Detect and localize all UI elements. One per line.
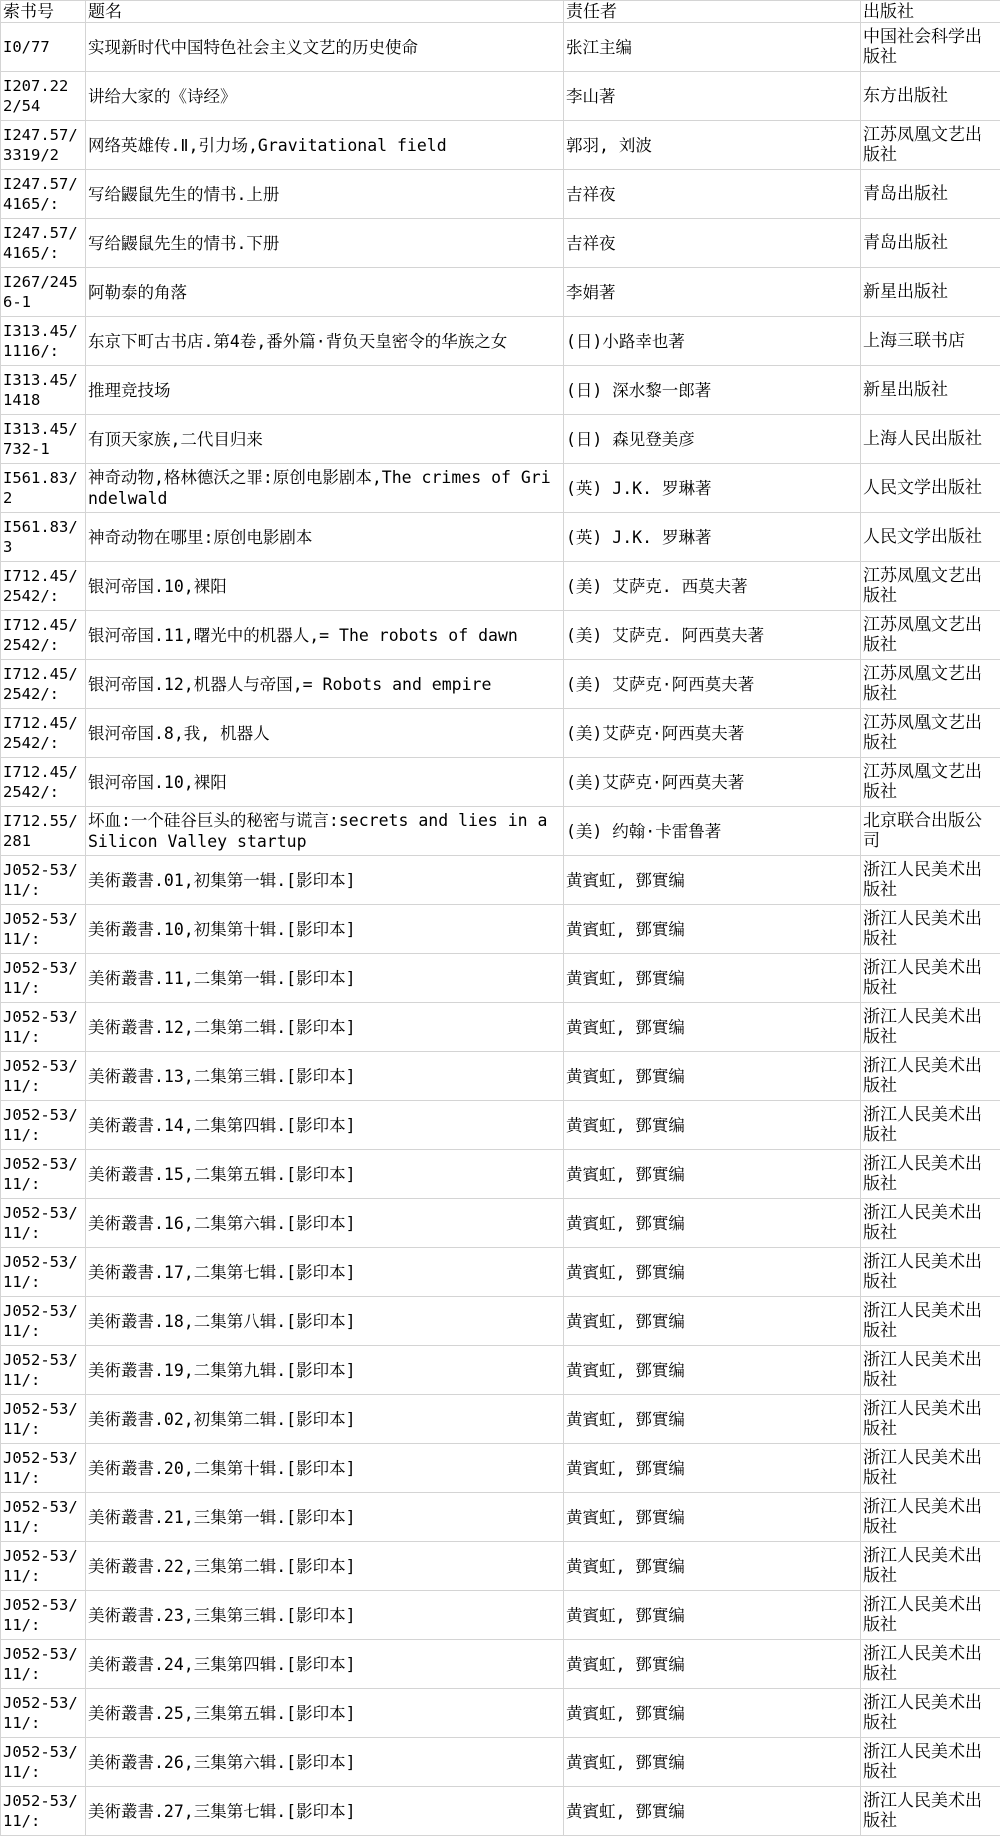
table-row bbox=[1, 415, 1000, 464]
cell-title: 美術叢書.17,二集第七辑.[影印本] bbox=[86, 1248, 564, 1297]
table-header bbox=[1, 1, 1000, 23]
header-title: 题名 bbox=[86, 1, 564, 23]
cell-call-number: I712.45/2542/: bbox=[1, 660, 86, 709]
cell-call-number: J052-53/11/: bbox=[1, 1787, 86, 1836]
header-row bbox=[1, 1, 1000, 23]
table-row bbox=[1, 1150, 1000, 1199]
table-row bbox=[1, 1052, 1000, 1101]
cell-title: 美術叢書.14,二集第四辑.[影印本] bbox=[86, 1101, 564, 1150]
cell-author: (美) 艾萨克. 西莫夫著 bbox=[564, 562, 861, 611]
cell-call-number: I712.45/2542/: bbox=[1, 611, 86, 660]
table-row bbox=[1, 121, 1000, 170]
cell-author: 黄賓虹, 鄧實编 bbox=[564, 1052, 861, 1101]
cell-title: 美術叢書.26,三集第六辑.[影印本] bbox=[86, 1738, 564, 1787]
cell-author: (美) 艾萨克·阿西莫夫著 bbox=[564, 660, 861, 709]
cell-author: 黄賓虹, 鄧實编 bbox=[564, 1444, 861, 1493]
cell-publisher: 人民文学出版社 bbox=[861, 513, 1000, 562]
cell-call-number: J052-53/11/: bbox=[1, 1640, 86, 1689]
cell-author: 黄賓虹, 鄧實编 bbox=[564, 1787, 861, 1836]
cell-author: 黄賓虹, 鄧實编 bbox=[564, 1395, 861, 1444]
cell-author: 黄賓虹, 鄧實编 bbox=[564, 1297, 861, 1346]
cell-author: (英) J.K. 罗琳著 bbox=[564, 513, 861, 562]
cell-author: 黄賓虹, 鄧實编 bbox=[564, 1689, 861, 1738]
cell-title: 美術叢書.23,三集第三辑.[影印本] bbox=[86, 1591, 564, 1640]
header-author: 责任者 bbox=[564, 1, 861, 23]
cell-title: 阿勒泰的角落 bbox=[86, 268, 564, 317]
cell-author: (美) 艾萨克. 阿西莫夫著 bbox=[564, 611, 861, 660]
table-row bbox=[1, 1248, 1000, 1297]
cell-author: 黄賓虹, 鄧實编 bbox=[564, 954, 861, 1003]
cell-author: 黄賓虹, 鄧實编 bbox=[564, 1493, 861, 1542]
table-row bbox=[1, 562, 1000, 611]
cell-author: 黄賓虹, 鄧實编 bbox=[564, 1199, 861, 1248]
cell-call-number: J052-53/11/: bbox=[1, 1542, 86, 1591]
header-publisher: 出版社 bbox=[861, 1, 1000, 23]
table-row bbox=[1, 1297, 1000, 1346]
cell-title: 美術叢書.27,三集第七辑.[影印本] bbox=[86, 1787, 564, 1836]
cell-publisher: 青岛出版社 bbox=[861, 170, 1000, 219]
cell-author: 黄賓虹, 鄧實编 bbox=[564, 1150, 861, 1199]
table-row bbox=[1, 1542, 1000, 1591]
cell-publisher: 浙江人民美术出版社 bbox=[861, 905, 1000, 954]
cell-title: 坏血:一个硅谷巨头的秘密与谎言:secrets and lies in a Silicon Valley startup bbox=[86, 807, 564, 856]
cell-publisher: 北京联合出版公司 bbox=[861, 807, 1000, 856]
cell-call-number: I207.222/54 bbox=[1, 72, 86, 121]
cell-call-number: J052-53/11/: bbox=[1, 1395, 86, 1444]
cell-publisher: 浙江人民美术出版社 bbox=[861, 954, 1000, 1003]
table-row bbox=[1, 856, 1000, 905]
table-row bbox=[1, 1003, 1000, 1052]
cell-call-number: J052-53/11/: bbox=[1, 954, 86, 1003]
cell-author: (美)艾萨克·阿西莫夫著 bbox=[564, 758, 861, 807]
cell-call-number: J052-53/11/: bbox=[1, 1346, 86, 1395]
table-row bbox=[1, 1689, 1000, 1738]
cell-author: 黄賓虹, 鄧實编 bbox=[564, 1640, 861, 1689]
table-row bbox=[1, 807, 1000, 856]
cell-publisher: 江苏凤凰文艺出版社 bbox=[861, 121, 1000, 170]
table-body bbox=[1, 23, 1000, 1836]
cell-author: 黄賓虹, 鄧實编 bbox=[564, 1346, 861, 1395]
cell-call-number: I0/77 bbox=[1, 23, 86, 72]
cell-author: 黄賓虹, 鄧實编 bbox=[564, 1003, 861, 1052]
cell-publisher: 人民文学出版社 bbox=[861, 464, 1000, 513]
cell-author: 李娟著 bbox=[564, 268, 861, 317]
cell-title: 美術叢書.11,二集第一辑.[影印本] bbox=[86, 954, 564, 1003]
cell-call-number: J052-53/11/: bbox=[1, 1689, 86, 1738]
cell-title: 东京下町古书店.第4卷,番外篇·背负天皇密令的华族之女 bbox=[86, 317, 564, 366]
table-row bbox=[1, 268, 1000, 317]
cell-title: 美術叢書.01,初集第一辑.[影印本] bbox=[86, 856, 564, 905]
cell-call-number: I561.83/3 bbox=[1, 513, 86, 562]
cell-title: 写给鼹鼠先生的情书.下册 bbox=[86, 219, 564, 268]
cell-title: 美術叢書.25,三集第五辑.[影印本] bbox=[86, 1689, 564, 1738]
cell-publisher: 浙江人民美术出版社 bbox=[861, 1150, 1000, 1199]
table-row bbox=[1, 905, 1000, 954]
cell-call-number: I712.45/2542/: bbox=[1, 562, 86, 611]
cell-publisher: 浙江人民美术出版社 bbox=[861, 1444, 1000, 1493]
cell-title: 有顶天家族,二代目归来 bbox=[86, 415, 564, 464]
cell-title: 美術叢書.10,初集第十辑.[影印本] bbox=[86, 905, 564, 954]
table-row bbox=[1, 72, 1000, 121]
cell-publisher: 浙江人民美术出版社 bbox=[861, 1199, 1000, 1248]
table-row bbox=[1, 1787, 1000, 1836]
cell-publisher: 浙江人民美术出版社 bbox=[861, 1493, 1000, 1542]
cell-publisher: 浙江人民美术出版社 bbox=[861, 1346, 1000, 1395]
cell-call-number: I313.45/732-1 bbox=[1, 415, 86, 464]
cell-publisher: 江苏凤凰文艺出版社 bbox=[861, 562, 1000, 611]
table-row bbox=[1, 1591, 1000, 1640]
table-row bbox=[1, 1738, 1000, 1787]
cell-call-number: I313.45/1418 bbox=[1, 366, 86, 415]
table-row bbox=[1, 1395, 1000, 1444]
cell-publisher: 浙江人民美术出版社 bbox=[861, 1297, 1000, 1346]
cell-call-number: I247.57/4165/: bbox=[1, 219, 86, 268]
cell-call-number: J052-53/11/: bbox=[1, 1101, 86, 1150]
cell-title: 讲给大家的《诗经》 bbox=[86, 72, 564, 121]
table-row bbox=[1, 23, 1000, 72]
cell-title: 银河帝国.10,裸阳 bbox=[86, 562, 564, 611]
cell-call-number: J052-53/11/: bbox=[1, 1493, 86, 1542]
cell-publisher: 浙江人民美术出版社 bbox=[861, 1248, 1000, 1297]
header-call-number: 索书号 bbox=[1, 1, 86, 23]
cell-call-number: J052-53/11/: bbox=[1, 1199, 86, 1248]
cell-author: 黄賓虹, 鄧實编 bbox=[564, 1101, 861, 1150]
cell-author: 郭羽, 刘波 bbox=[564, 121, 861, 170]
cell-title: 银河帝国.11,曙光中的机器人,= The robots of dawn bbox=[86, 611, 564, 660]
cell-title: 银河帝国.10,裸阳 bbox=[86, 758, 564, 807]
cell-publisher: 江苏凤凰文艺出版社 bbox=[861, 611, 1000, 660]
cell-publisher: 江苏凤凰文艺出版社 bbox=[861, 709, 1000, 758]
cell-title: 美術叢書.16,二集第六辑.[影印本] bbox=[86, 1199, 564, 1248]
table-row bbox=[1, 660, 1000, 709]
cell-author: (日) 森见登美彦 bbox=[564, 415, 861, 464]
table-row bbox=[1, 464, 1000, 513]
cell-title: 网络英雄传.Ⅱ,引力场,Gravitational field bbox=[86, 121, 564, 170]
cell-title: 美術叢書.22,三集第二辑.[影印本] bbox=[86, 1542, 564, 1591]
cell-call-number: J052-53/11/: bbox=[1, 1738, 86, 1787]
cell-author: (英) J.K. 罗琳著 bbox=[564, 464, 861, 513]
cell-author: (日) 深水黎一郎著 bbox=[564, 366, 861, 415]
cell-title: 美術叢書.19,二集第九辑.[影印本] bbox=[86, 1346, 564, 1395]
cell-call-number: J052-53/11/: bbox=[1, 905, 86, 954]
table-row bbox=[1, 317, 1000, 366]
cell-call-number: I712.45/2542/: bbox=[1, 758, 86, 807]
cell-title: 美術叢書.20,二集第十辑.[影印本] bbox=[86, 1444, 564, 1493]
cell-publisher: 浙江人民美术出版社 bbox=[861, 1542, 1000, 1591]
cell-author: (美)艾萨克·阿西莫夫著 bbox=[564, 709, 861, 758]
table-row bbox=[1, 611, 1000, 660]
cell-publisher: 江苏凤凰文艺出版社 bbox=[861, 758, 1000, 807]
cell-title: 神奇动物在哪里:原创电影剧本 bbox=[86, 513, 564, 562]
cell-title: 美術叢書.24,三集第四辑.[影印本] bbox=[86, 1640, 564, 1689]
cell-call-number: J052-53/11/: bbox=[1, 1297, 86, 1346]
table-row bbox=[1, 1199, 1000, 1248]
cell-title: 美術叢書.18,二集第八辑.[影印本] bbox=[86, 1297, 564, 1346]
cell-call-number: I313.45/1116/: bbox=[1, 317, 86, 366]
cell-title: 美術叢書.02,初集第二辑.[影印本] bbox=[86, 1395, 564, 1444]
cell-publisher: 青岛出版社 bbox=[861, 219, 1000, 268]
cell-call-number: J052-53/11/: bbox=[1, 1591, 86, 1640]
cell-publisher: 浙江人民美术出版社 bbox=[861, 1787, 1000, 1836]
cell-publisher: 江苏凤凰文艺出版社 bbox=[861, 660, 1000, 709]
cell-title: 美術叢書.12,二集第二辑.[影印本] bbox=[86, 1003, 564, 1052]
table-row bbox=[1, 219, 1000, 268]
cell-call-number: I267/2456-1 bbox=[1, 268, 86, 317]
cell-author: (美) 约翰·卡雷鲁著 bbox=[564, 807, 861, 856]
cell-publisher: 新星出版社 bbox=[861, 268, 1000, 317]
table-row bbox=[1, 1640, 1000, 1689]
cell-publisher: 新星出版社 bbox=[861, 366, 1000, 415]
cell-call-number: I247.57/3319/2 bbox=[1, 121, 86, 170]
cell-author: 黄賓虹, 鄧實编 bbox=[564, 1248, 861, 1297]
cell-publisher: 浙江人民美术出版社 bbox=[861, 1640, 1000, 1689]
cell-publisher: 浙江人民美术出版社 bbox=[861, 856, 1000, 905]
cell-call-number: I561.83/2 bbox=[1, 464, 86, 513]
cell-call-number: J052-53/11/: bbox=[1, 1150, 86, 1199]
table-row bbox=[1, 709, 1000, 758]
cell-author: 吉祥夜 bbox=[564, 219, 861, 268]
table-row bbox=[1, 1493, 1000, 1542]
cell-author: 黄賓虹, 鄧實编 bbox=[564, 1542, 861, 1591]
cell-publisher: 浙江人民美术出版社 bbox=[861, 1003, 1000, 1052]
table-row bbox=[1, 954, 1000, 1003]
cell-author: 黄賓虹, 鄧實编 bbox=[564, 1591, 861, 1640]
cell-title: 美術叢書.13,二集第三辑.[影印本] bbox=[86, 1052, 564, 1101]
cell-call-number: J052-53/11/: bbox=[1, 1052, 86, 1101]
cell-title: 美術叢書.21,三集第一辑.[影印本] bbox=[86, 1493, 564, 1542]
cell-call-number: J052-53/11/: bbox=[1, 856, 86, 905]
cell-call-number: J052-53/11/: bbox=[1, 1444, 86, 1493]
cell-author: 吉祥夜 bbox=[564, 170, 861, 219]
table-row bbox=[1, 758, 1000, 807]
table-row bbox=[1, 366, 1000, 415]
cell-publisher: 东方出版社 bbox=[861, 72, 1000, 121]
table-row bbox=[1, 1444, 1000, 1493]
cell-author: 黄賓虹, 鄧實编 bbox=[564, 905, 861, 954]
table-row bbox=[1, 170, 1000, 219]
cell-publisher: 浙江人民美术出版社 bbox=[861, 1591, 1000, 1640]
cell-author: 黄賓虹, 鄧實编 bbox=[564, 1738, 861, 1787]
table-row bbox=[1, 1101, 1000, 1150]
cell-author: 黄賓虹, 鄧實编 bbox=[564, 856, 861, 905]
cell-title: 美術叢書.15,二集第五辑.[影印本] bbox=[86, 1150, 564, 1199]
cell-publisher: 浙江人民美术出版社 bbox=[861, 1052, 1000, 1101]
cell-author: (日)小路幸也著 bbox=[564, 317, 861, 366]
cell-author: 李山著 bbox=[564, 72, 861, 121]
cell-publisher: 中国社会科学出版社 bbox=[861, 23, 1000, 72]
cell-call-number: J052-53/11/: bbox=[1, 1248, 86, 1297]
cell-title: 推理竞技场 bbox=[86, 366, 564, 415]
cell-call-number: I247.57/4165/: bbox=[1, 170, 86, 219]
cell-title: 银河帝国.12,机器人与帝国,= Robots and empire bbox=[86, 660, 564, 709]
cell-publisher: 浙江人民美术出版社 bbox=[861, 1395, 1000, 1444]
cell-call-number: J052-53/11/: bbox=[1, 1003, 86, 1052]
cell-author: 张江主编 bbox=[564, 23, 861, 72]
cell-title: 银河帝国.8,我, 机器人 bbox=[86, 709, 564, 758]
table-row bbox=[1, 513, 1000, 562]
cell-title: 写给鼹鼠先生的情书.上册 bbox=[86, 170, 564, 219]
cell-title: 神奇动物,格林德沃之罪:原创电影剧本,The crimes of Grindelwald bbox=[86, 464, 564, 513]
cell-call-number: I712.55/281 bbox=[1, 807, 86, 856]
cell-publisher: 上海人民出版社 bbox=[861, 415, 1000, 464]
cell-title: 实现新时代中国特色社会主义文艺的历史使命 bbox=[86, 23, 564, 72]
cell-call-number: I712.45/2542/: bbox=[1, 709, 86, 758]
cell-publisher: 浙江人民美术出版社 bbox=[861, 1101, 1000, 1150]
cell-publisher: 浙江人民美术出版社 bbox=[861, 1689, 1000, 1738]
cell-publisher: 上海三联书店 bbox=[861, 317, 1000, 366]
table-row bbox=[1, 1346, 1000, 1395]
cell-publisher: 浙江人民美术出版社 bbox=[861, 1738, 1000, 1787]
